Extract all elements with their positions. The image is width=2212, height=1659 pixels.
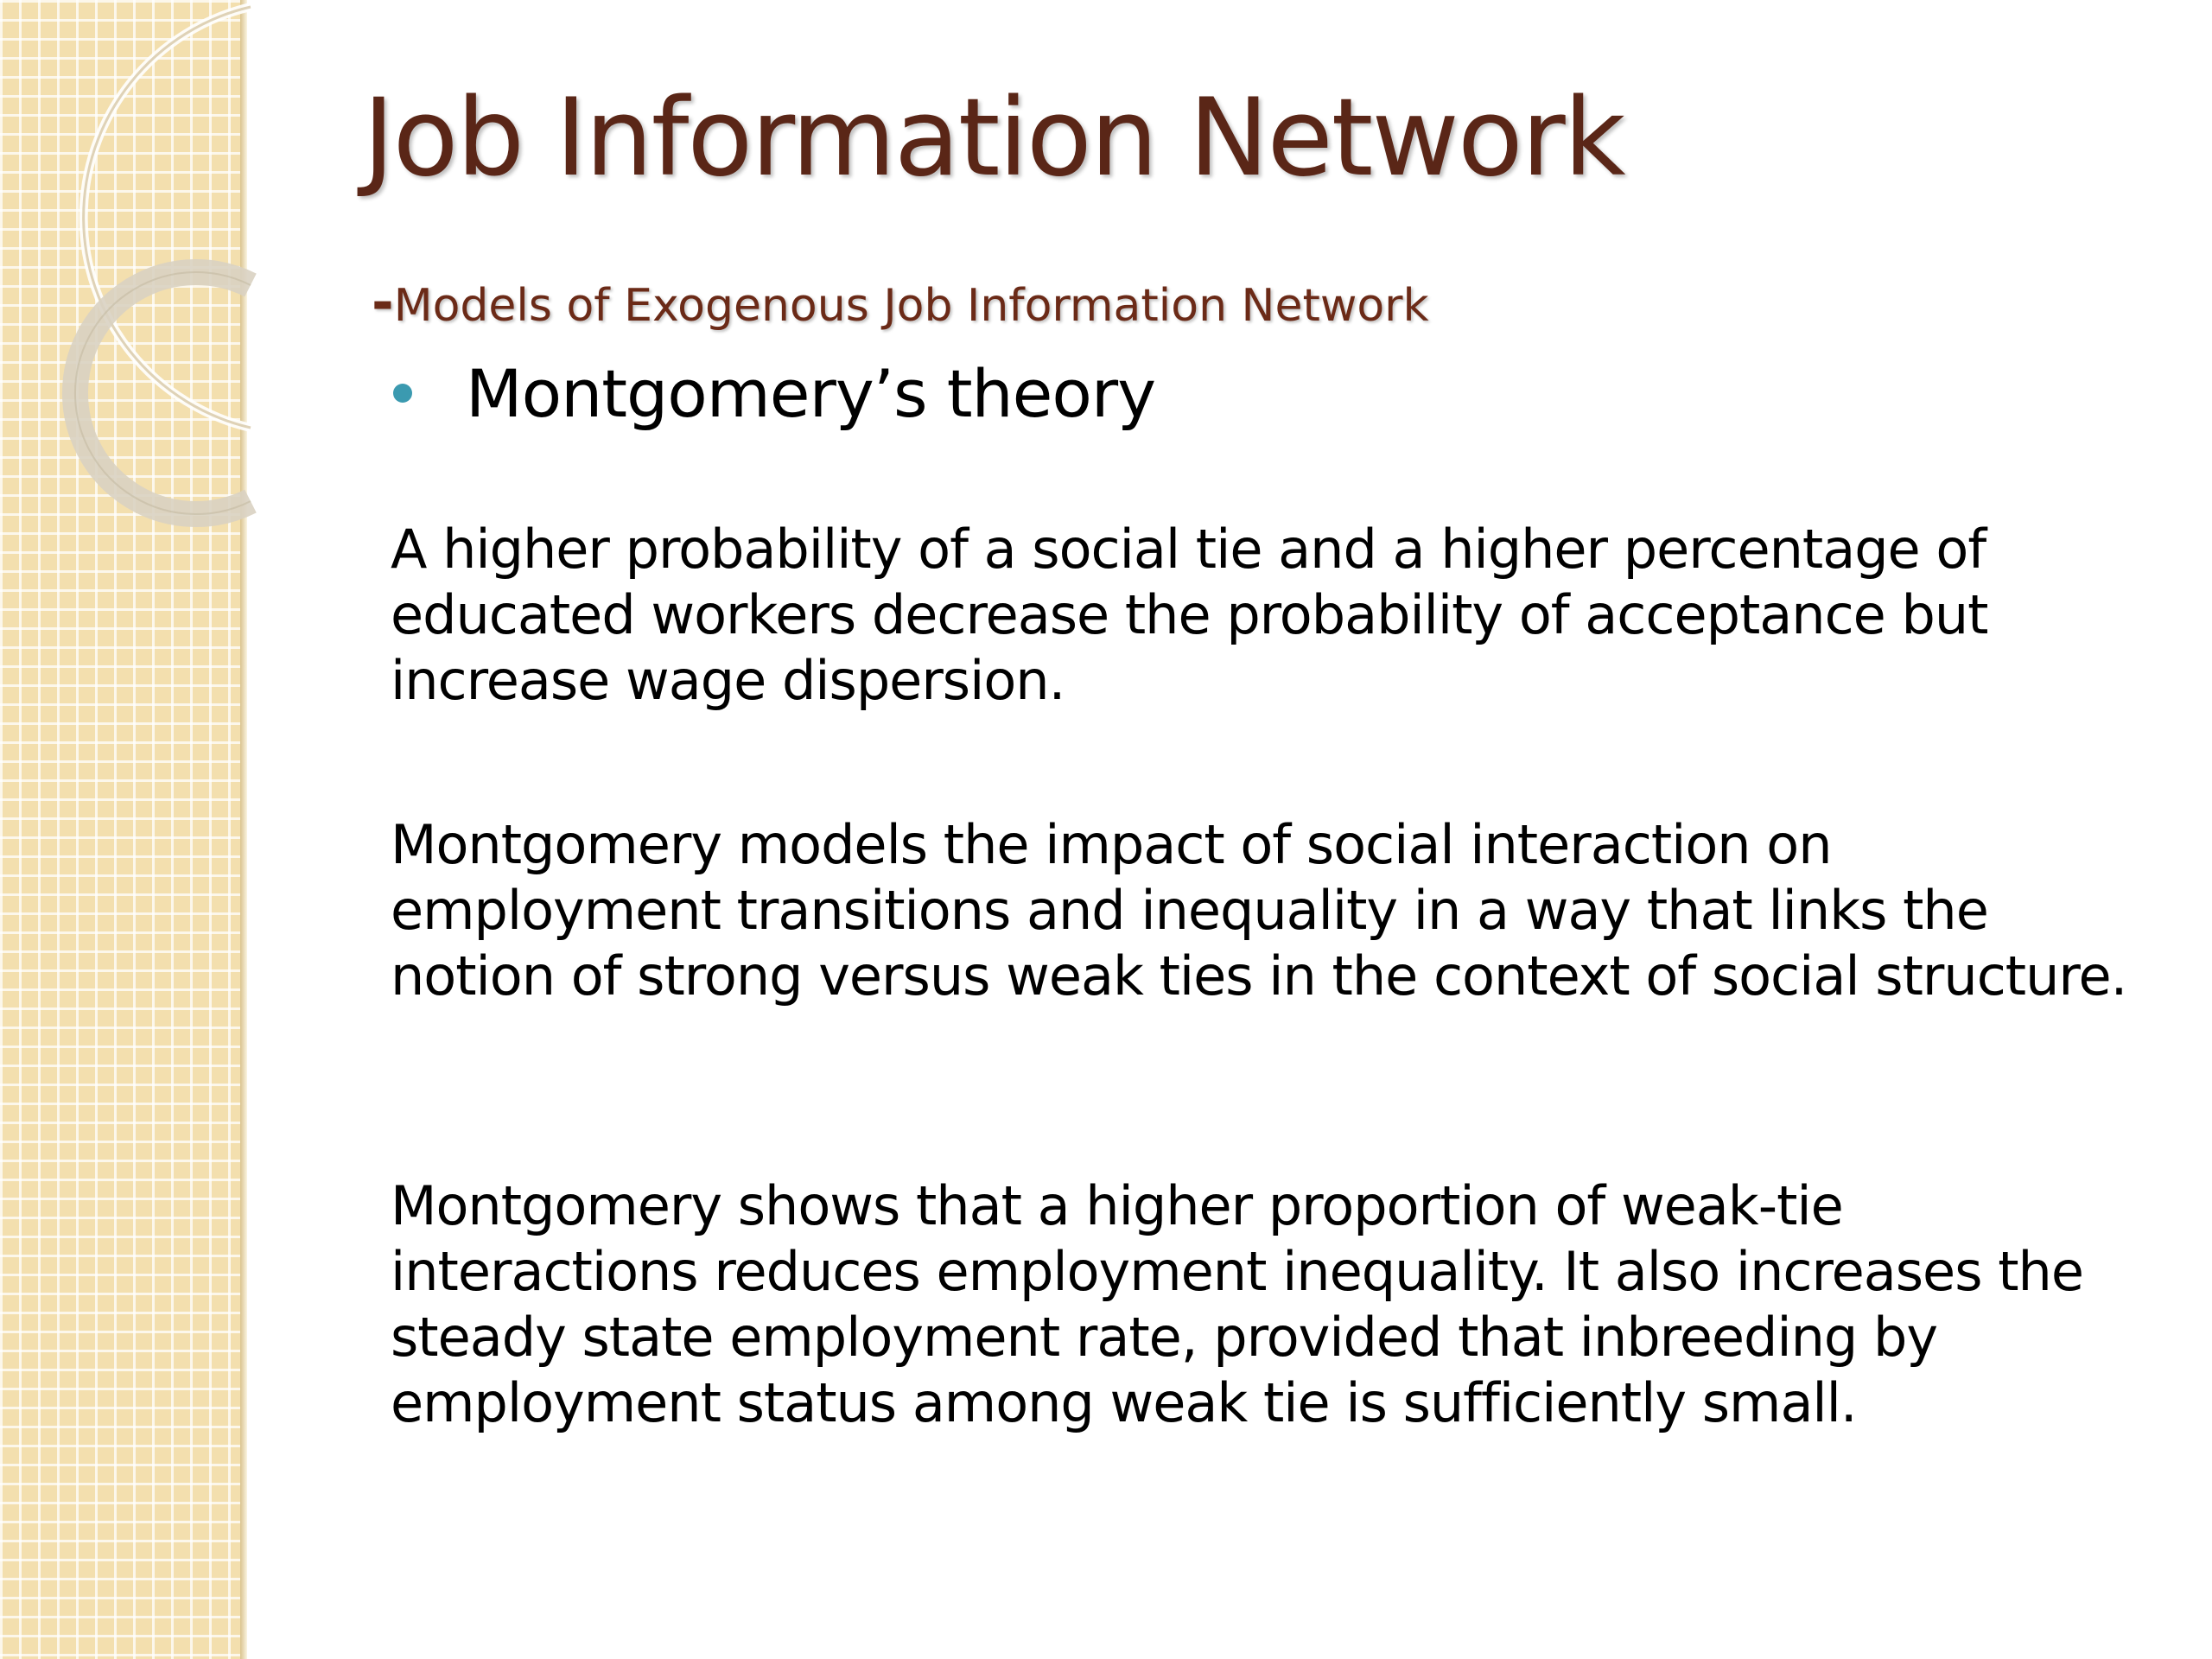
subtitle-text: Models of Exogenous Job Information Network	[393, 280, 1429, 332]
bullet-text: Montgomery’s theory	[466, 354, 1156, 432]
decorative-rings-icon	[0, 0, 259, 553]
subtitle-dash: -	[372, 270, 394, 334]
slide-subtitle	[372, 268, 1429, 340]
paragraph-weak-tie: Montgomery shows that a higher proportion of weak-tie interactions reduces employment inequality. It also increases the steady state employment rate, provided that inbreeding by employment status among weak tie is sufficiently small.	[391, 1174, 2083, 1434]
bullet-item	[393, 350, 1155, 436]
slide-title: Job Information Network	[363, 76, 1624, 200]
paragraph-acceptance-wage: A higher probability of a social tie and a higher percentage of educated workers decrease the probability of acceptance but increase wage dispersion.	[391, 518, 1988, 712]
bullet-dot-icon	[393, 384, 412, 403]
paragraph-social-interaction: Montgomery models the impact of social interaction on employment transitions and inequality in a way that links the notion of strong versus weak ties in the context of social structure.	[391, 813, 2127, 1007]
